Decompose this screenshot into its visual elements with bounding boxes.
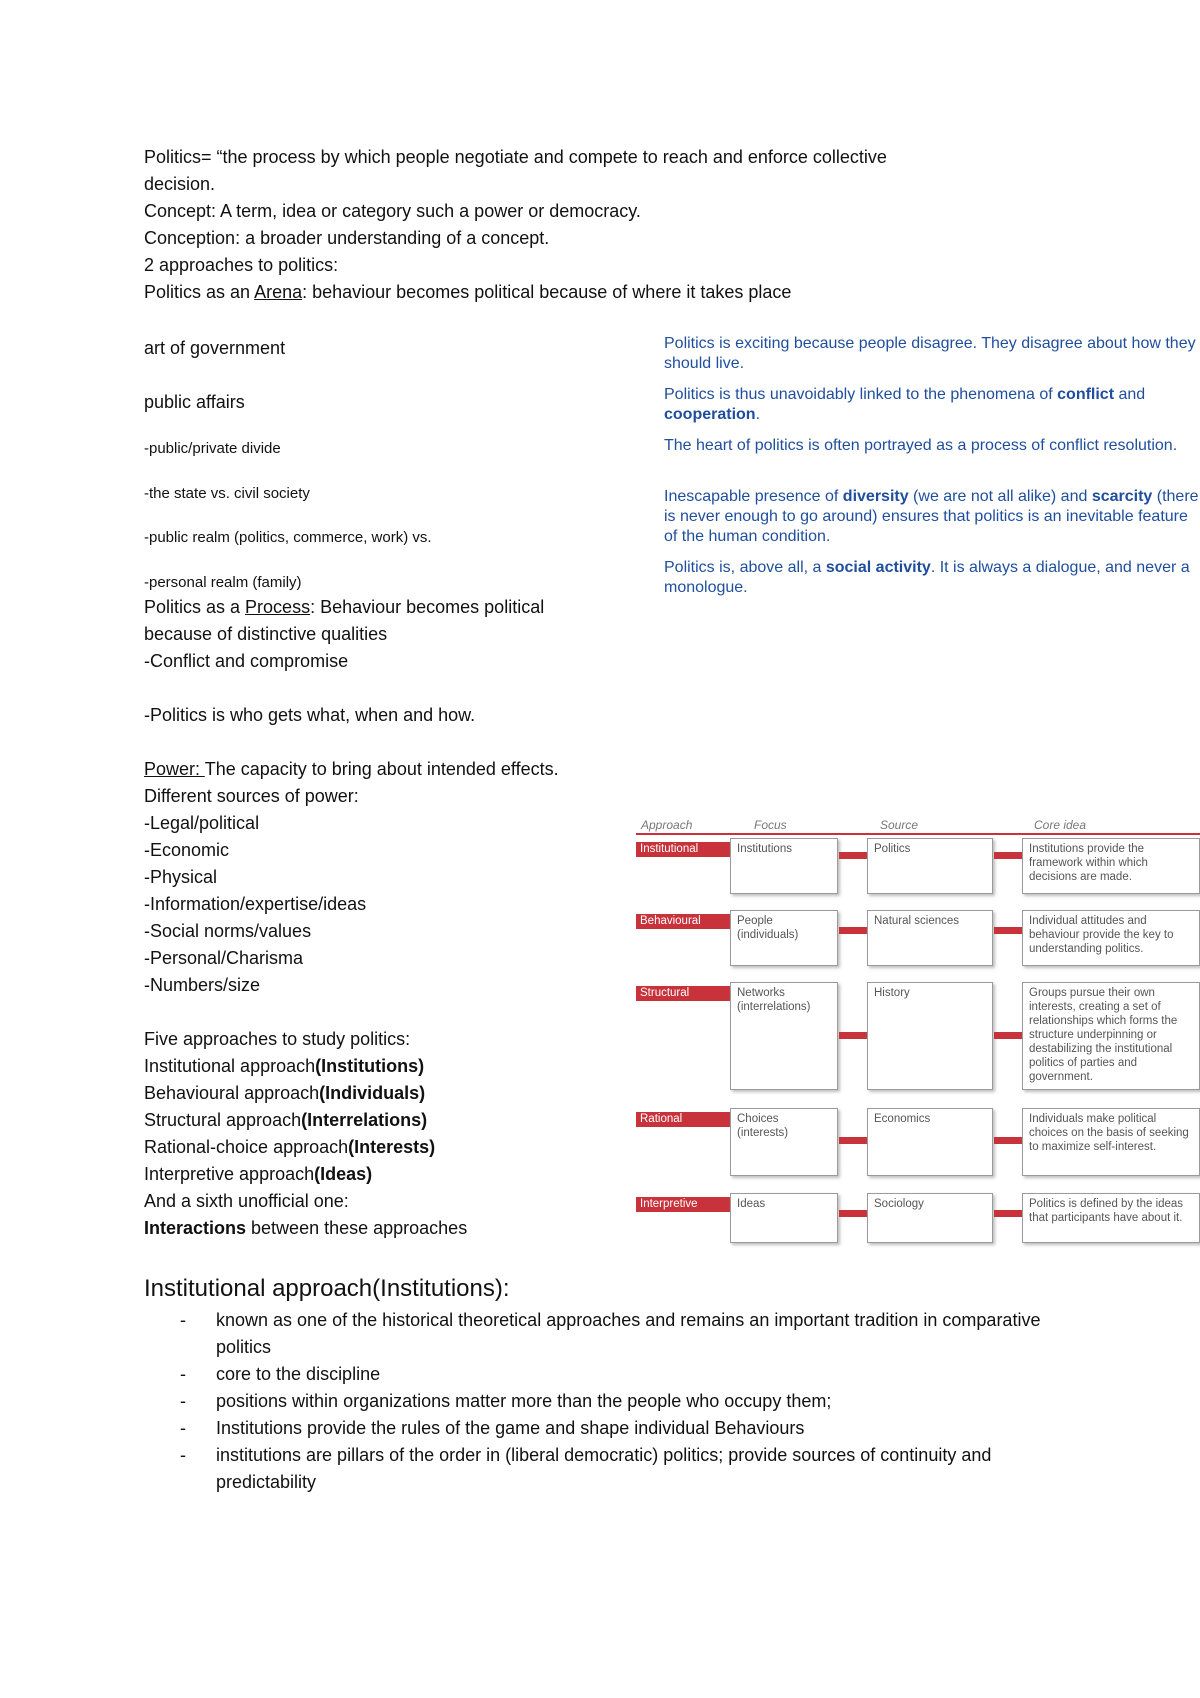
approach-item xyxy=(144,1163,372,1185)
diagram-focus-box: Ideas xyxy=(730,1193,838,1243)
power-definition xyxy=(144,758,559,780)
quote-keyword: scarcity xyxy=(1091,488,1153,505)
quote-text: . xyxy=(755,406,761,423)
approach-focus: (Individuals) xyxy=(319,1083,426,1103)
approach-item xyxy=(144,1109,427,1131)
diagram-connector xyxy=(994,1210,1022,1217)
quote-keyword: conflict xyxy=(1057,386,1115,403)
definition-conception: Conception: a broader understanding of a concept. xyxy=(144,228,550,248)
quote-text: Politics is, above all, a xyxy=(664,559,826,576)
quote-text: Inescapable presence of xyxy=(664,488,843,505)
power-source: -Physical xyxy=(144,867,218,887)
bullet-item: known as one of the historical theoretical approaches and remains an important tradition in comparative politics xyxy=(216,1310,1041,1357)
bullet-dash: - xyxy=(180,1445,186,1465)
bullet-item: Institutions provide the rules of the game and shape individual Behaviours xyxy=(216,1418,805,1438)
bullet-item: institutions are pillars of the order in (liberal democratic) politics; provide sources of continuity and predictability xyxy=(216,1445,992,1492)
arena-item: -public realm (politics, commerce, work) vs. xyxy=(144,529,432,546)
diagram-connector xyxy=(994,1137,1022,1144)
power-term: Power: xyxy=(144,759,205,779)
quote-text: (we are not all alike) and xyxy=(908,488,1092,505)
quote-paragraph xyxy=(664,558,1200,598)
arena-item: art of government xyxy=(144,338,286,358)
process-cont: because of distinctive qualities xyxy=(144,624,388,644)
politics-as-arena xyxy=(144,281,791,303)
two-approaches: 2 approaches to politics: xyxy=(144,255,339,275)
power-source: -Legal/political xyxy=(144,813,260,833)
diagram-focus-box: Institutions xyxy=(730,838,838,894)
interactions-term: Interactions xyxy=(144,1218,247,1238)
diagram-connector xyxy=(839,852,867,859)
approaches-title: Five approaches to study politics: xyxy=(144,1029,411,1049)
diagram-source-box: History xyxy=(867,982,993,1090)
section-heading: Institutional approach(Institutions): xyxy=(144,1275,510,1302)
diagram-header-rule xyxy=(636,833,1200,835)
diagram-focus-box: Choices (interests) xyxy=(730,1108,838,1176)
sixth-approach: And a sixth unofficial one: xyxy=(144,1191,349,1211)
diagram-core-box: Institutions provide the framework within which decisions are made. xyxy=(1022,838,1200,894)
diagram-connector xyxy=(839,1032,867,1039)
diagram-header-core: Core idea xyxy=(1034,818,1087,832)
approach-item xyxy=(144,1136,435,1158)
quote-text: . It is always a dialogue, and never a monologue. xyxy=(664,559,1190,596)
quote-keyword: diversity xyxy=(842,488,909,505)
bullet-dash: - xyxy=(180,1364,186,1384)
power-source: -Information/expertise/ideas xyxy=(144,894,367,914)
diagram-focus-box: People (individuals) xyxy=(730,910,838,966)
approach-focus: (Interests) xyxy=(348,1137,436,1157)
diagram-approach-tag: Structural xyxy=(636,986,734,1001)
approach-name: Interpretive approach xyxy=(144,1164,315,1184)
diagram-connector xyxy=(994,852,1022,859)
diagram-connector xyxy=(839,927,867,934)
diagram-connector xyxy=(839,1210,867,1217)
definition-politics-cont: decision. xyxy=(144,174,216,194)
arena-term: Arena xyxy=(254,282,303,302)
approach-focus: (Institutions) xyxy=(315,1056,425,1076)
quote-paragraph xyxy=(664,487,1200,547)
diagram-source-box: Sociology xyxy=(867,1193,993,1243)
diagram-connector xyxy=(839,1137,867,1144)
approach-name: Behavioural approach xyxy=(144,1083,320,1103)
bullet-item: positions within organizations matter more than the people who occupy them; xyxy=(216,1391,832,1411)
diagram-core-box: Groups pursue their own interests, creating a set of relationships which forms the structure underpinning or destabilizing the institutional politics of parties and government. xyxy=(1022,982,1200,1090)
diagram-source-box: Politics xyxy=(867,838,993,894)
arena-item: -the state vs. civil society xyxy=(144,485,310,502)
approach-name: Rational-choice approach xyxy=(144,1137,349,1157)
approach-focus: (Interrelations) xyxy=(301,1110,428,1130)
diagram-core-box: Individuals make political choices on the basis of seeking to maximize self-interest. xyxy=(1022,1108,1200,1176)
diagram-core-box: Politics is defined by the ideas that participants have about it. xyxy=(1022,1193,1200,1243)
process-post: : Behaviour becomes political xyxy=(310,597,545,617)
definition-concept: Concept: A term, idea or category such a power or democracy. xyxy=(144,201,641,221)
quote-text: (there is never enough to go around) ensures that politics is an inevitable feature of the human condition. xyxy=(664,488,1199,545)
arena-item: -public/private divide xyxy=(144,440,281,457)
approach-name: Structural approach xyxy=(144,1110,302,1130)
bullet-dash: - xyxy=(180,1310,186,1330)
power-source: -Personal/Charisma xyxy=(144,948,304,968)
power-source: -Economic xyxy=(144,840,230,860)
interactions-rest: between these approaches xyxy=(246,1218,468,1238)
diagram-approach-tag: Institutional xyxy=(636,842,734,857)
bullet-dash: - xyxy=(180,1418,186,1438)
diagram-focus-box: Networks (interrelations) xyxy=(730,982,838,1090)
quote-text: and xyxy=(1114,386,1146,403)
diagram-header-approach: Approach xyxy=(641,818,693,832)
bullet-dash: - xyxy=(180,1391,186,1411)
process-pre: Politics as a xyxy=(144,597,246,617)
diagram-approach-tag: Behavioural xyxy=(636,914,734,929)
diagram-connector xyxy=(994,1032,1022,1039)
diagram-approach-tag: Rational xyxy=(636,1112,734,1127)
diagram-header-source: Source xyxy=(880,818,919,832)
diagram-connector xyxy=(994,927,1022,934)
diagram-source-box: Economics xyxy=(867,1108,993,1176)
power-def: The capacity to bring about intended effects. xyxy=(204,759,559,779)
diagram-core-box: Individual attitudes and behaviour provide the key to understanding politics. xyxy=(1022,910,1200,966)
arena-pre: Politics as an xyxy=(144,282,255,302)
process-who-gets: -Politics is who gets what, when and how. xyxy=(144,705,476,725)
quote-keyword: cooperation xyxy=(664,406,756,423)
diagram-approach-tag: Interpretive xyxy=(636,1197,734,1212)
power-sources-title: Different sources of power: xyxy=(144,786,359,806)
power-source: -Numbers/size xyxy=(144,975,261,995)
diagram-source-box: Natural sciences xyxy=(867,910,993,966)
quote-paragraph xyxy=(664,385,1200,425)
quote-paragraph: Politics is exciting because people disagree. They disagree about how they should live. xyxy=(664,335,1196,372)
approach-name: Institutional approach xyxy=(144,1056,316,1076)
process-conflict: -Conflict and compromise xyxy=(144,651,349,671)
definition-politics: Politics= “the process by which people negotiate and compete to reach and enforce collective xyxy=(144,147,887,167)
arena-post: : behaviour becomes political because of where it takes place xyxy=(302,282,792,302)
approach-item xyxy=(144,1082,425,1104)
quote-keyword: social activity xyxy=(825,559,931,576)
approach-focus: (Ideas) xyxy=(314,1164,373,1184)
arena-item: public affairs xyxy=(144,392,245,412)
diagram-header-focus: Focus xyxy=(754,818,787,832)
politics-as-process xyxy=(144,596,544,618)
power-source: -Social norms/values xyxy=(144,921,312,941)
bullet-item: core to the discipline xyxy=(216,1364,381,1384)
quote-text: Politics is thus unavoidably linked to the phenomena of xyxy=(664,386,1058,403)
quote-paragraph: The heart of politics is often portrayed as a process of conflict resolution. xyxy=(664,437,1178,454)
arena-item: -personal realm (family) xyxy=(144,574,302,591)
approach-item xyxy=(144,1055,424,1077)
interactions-approach xyxy=(144,1217,467,1239)
process-term: Process xyxy=(245,597,311,617)
